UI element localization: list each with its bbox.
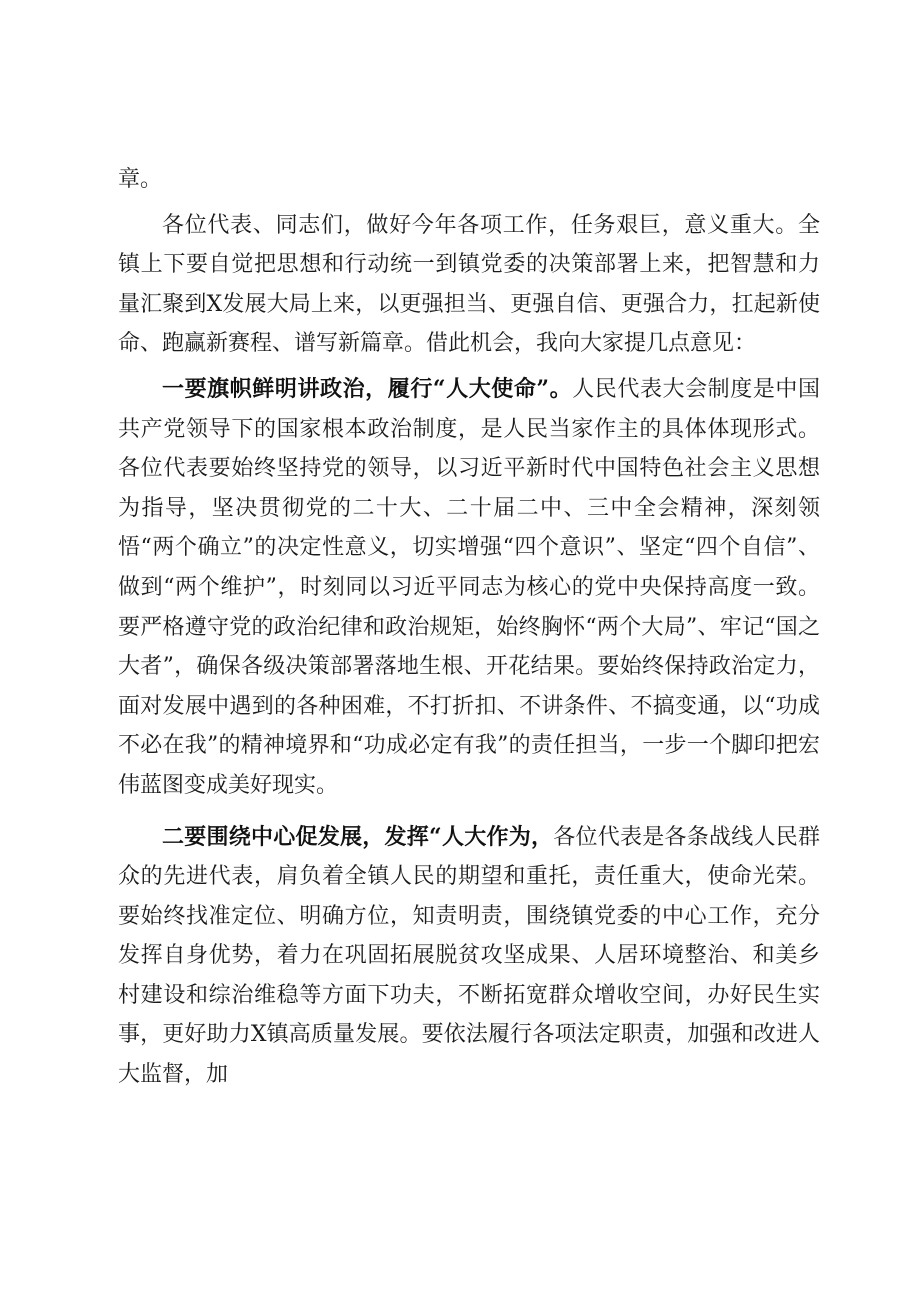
paragraph-text: 人民代表大会制度是中国共产党领导下的国家根本政治制度，是人民当家作主的具体体现形式。各位代表要始终坚持党的领导，以习近平新时代中国特色社会主义思想为指导，坚决贯彻党的二十大、二十届二中、三中全会精神，深刻领悟“两个确立”的决定性意义，切实增强“四个意识”、坚定“四个自信”、做到“两个维护”，时刻同以习近平同志为核心的党中央保持高度一致。要严格遵守党的政治纪律和政治规矩，始终胸怀“两个大局”、牢记“国之大者”，确保各级决策部署落地生根、开花结果。要始终保持政治定力，面对发展中遇到的各种困难，不打折扣、不讲条件、不搞变通，以“功成不必在我”的精神境界和“功成必定有我”的责任担当，一步一个脚印把宏伟蓝图变成美好现实。	[118, 376, 820, 798]
paragraph-text: 章。	[118, 167, 163, 192]
paragraph-text: 各位代表是各条战线人民群众的先进代表，肩负着全镇人民的期望和重托，责任重大，使命光荣。要始终找准定位、明确方位，知责明责，围绕镇党委的中心工作，充分发挥自身优势，着力在巩固拓展脱贫攻坚成果、人居环境整治、和美乡村建设和综治维稳等方面下功夫，不断拓宽群众增收空间，办好民生实事，更好助力X镇高质量发展。要依法履行各项法定职责，加强和改进人大监督，加	[118, 824, 820, 1088]
paragraph-continuation	[118, 160, 820, 200]
paragraph-point-one	[118, 370, 820, 806]
paragraph-intro	[118, 206, 820, 364]
paragraph-heading: 二要围绕中心促发展，发挥“人大作为，	[162, 823, 554, 850]
document-body	[118, 160, 820, 1095]
paragraph-heading: 一要旗帜鲜明讲政治，履行“人大使命”。	[162, 375, 573, 402]
paragraph-text: 各位代表、同志们，做好今年各项工作，任务艰巨，意义重大。全镇上下要自觉把思想和行动统一到镇党委的决策部署上来，把智慧和力量汇聚到X发展大局上来，以更强担当、更强自信、更强合力，扛起新使命、跑赢新赛程、谱写新篇章。借此机会，我向大家提几点意见：	[118, 212, 820, 357]
paragraph-point-two	[118, 818, 820, 1095]
